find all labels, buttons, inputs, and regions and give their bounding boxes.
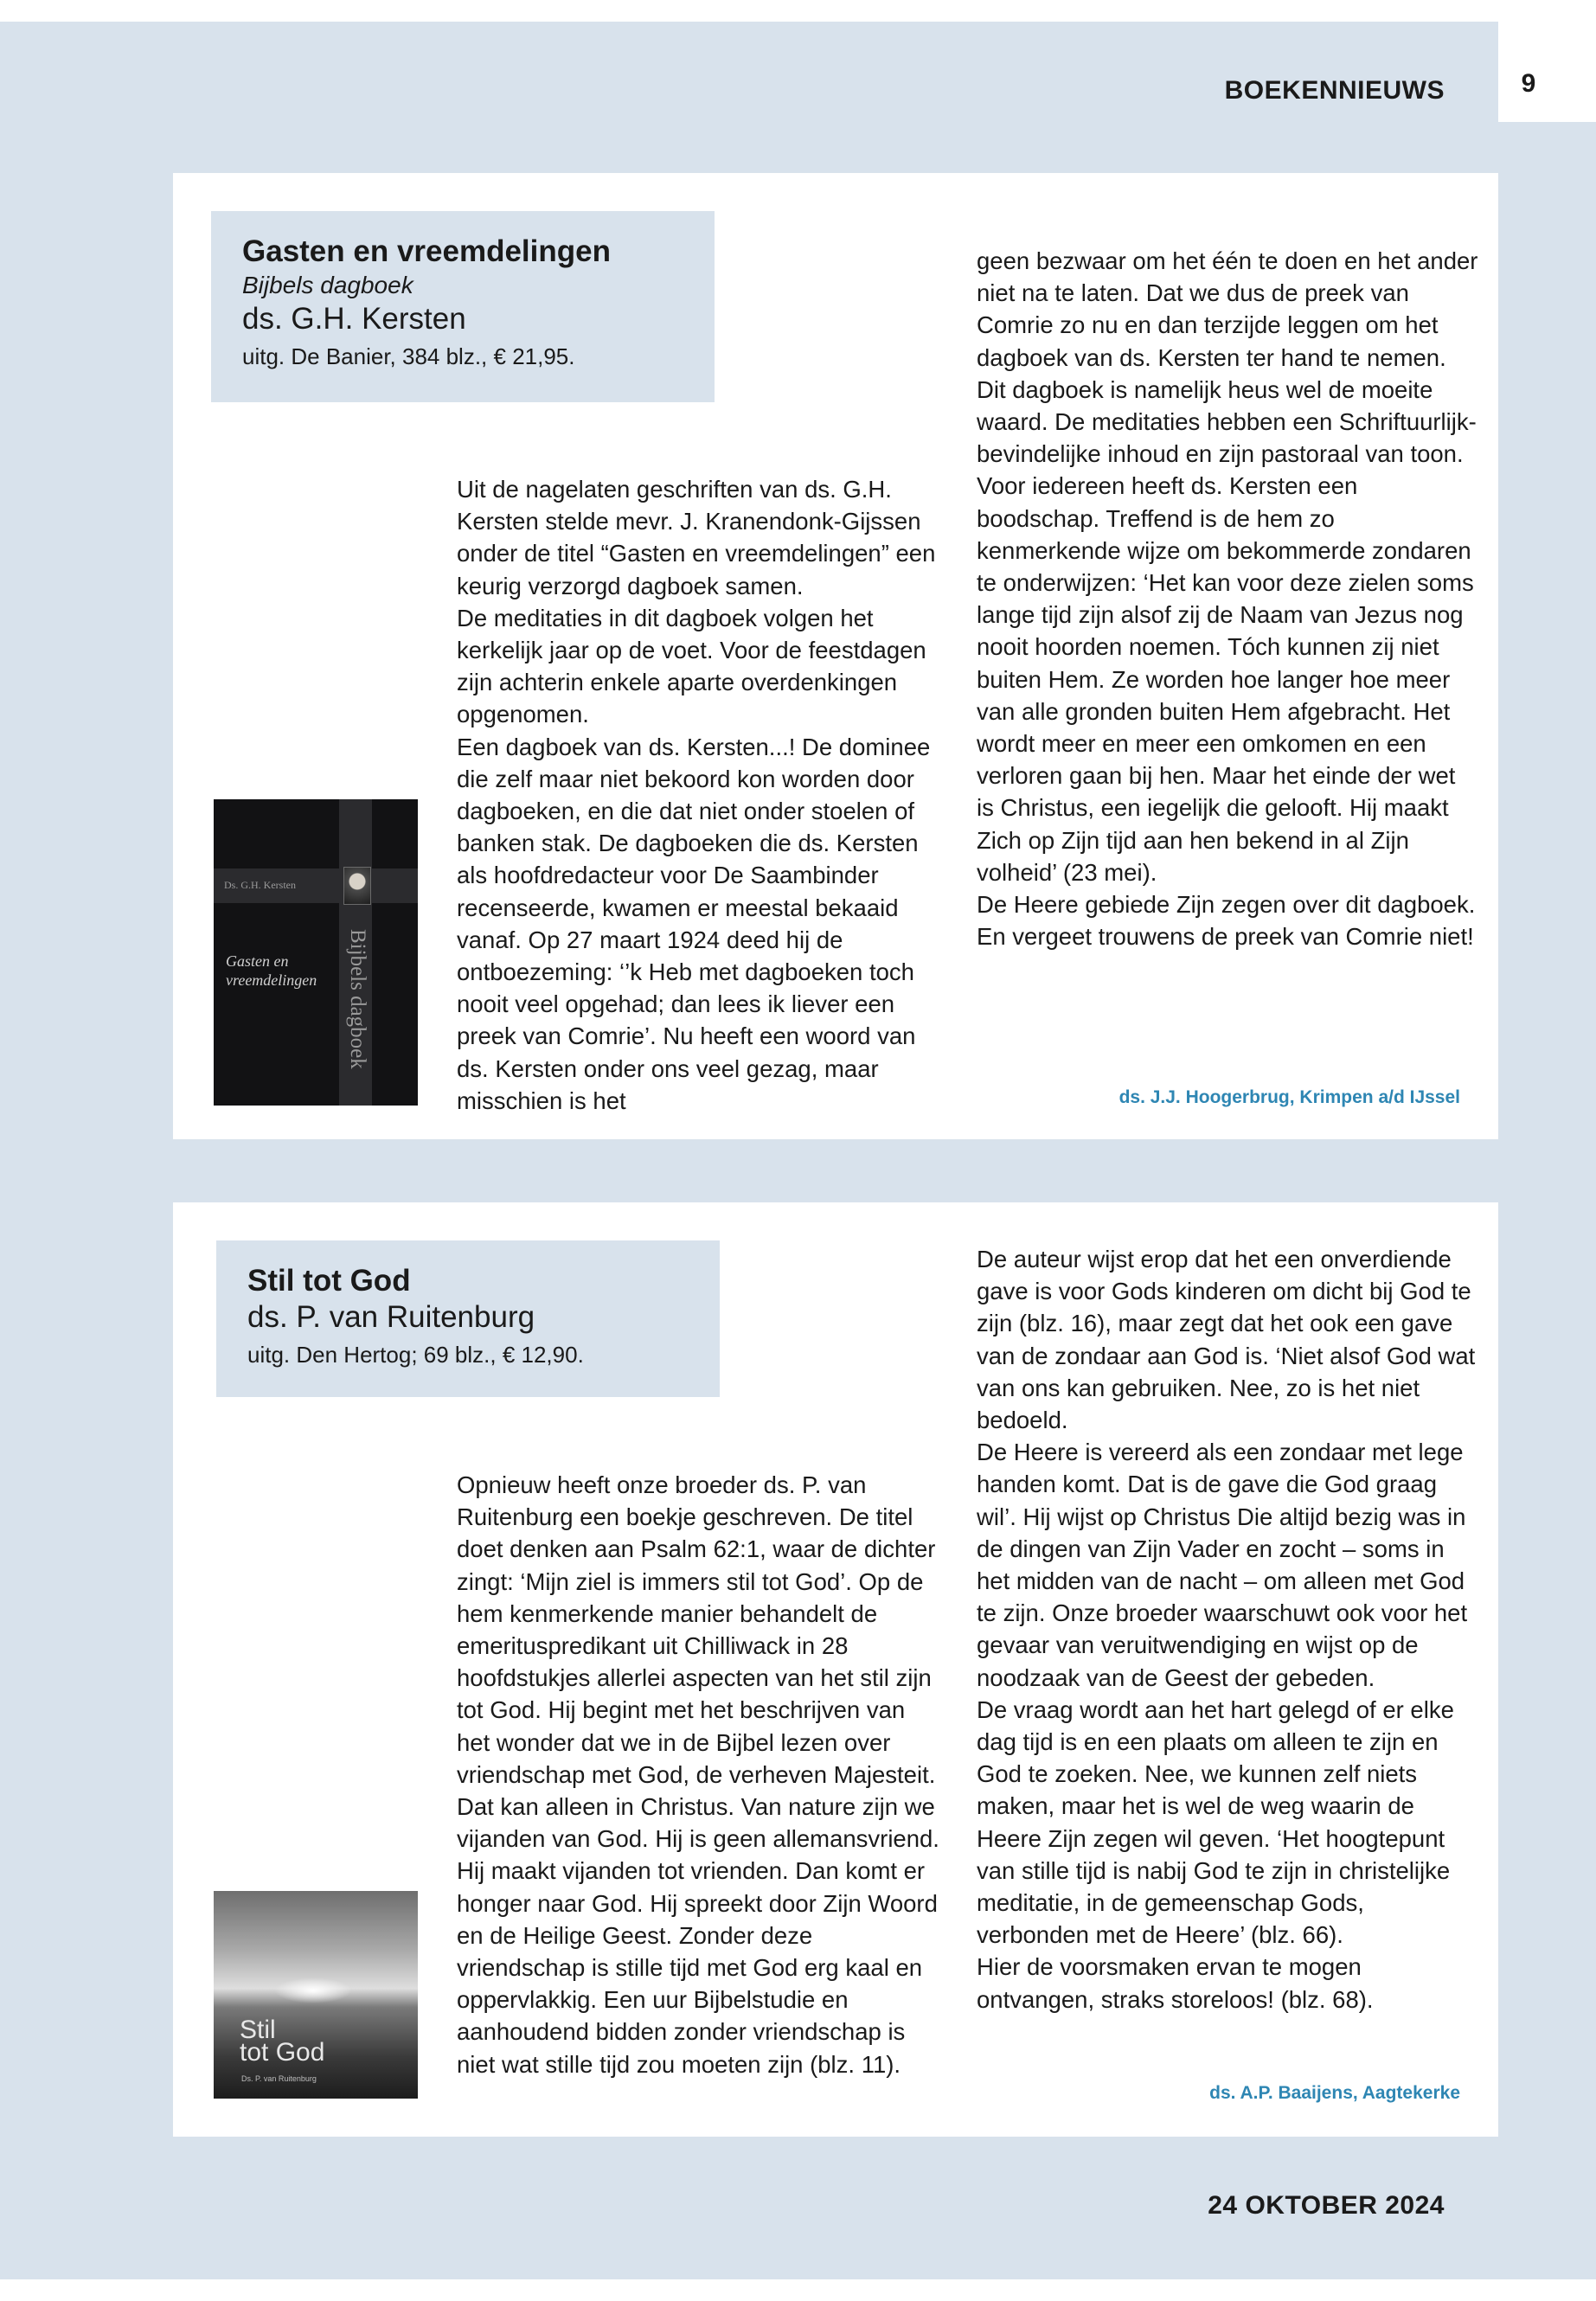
book-title: Gasten en vreemdelingen <box>242 234 611 268</box>
review-text-right-column <box>977 245 1478 952</box>
paragraph: De Heere gebiede Zijn zegen over dit dagboek. En vergeet trouwens de preek van Comrie niet! <box>977 891 1476 951</box>
review-text-left-column <box>457 1469 941 2080</box>
reviewer-signature: ds. A.P. Baaijens, Aagtekerke <box>1209 2083 1460 2103</box>
cover-sun-glow <box>274 1977 352 2003</box>
cover-author: Ds. P. van Ruitenburg <box>241 2074 317 2083</box>
book-info-box <box>211 211 715 402</box>
book-publisher: uitg. Den Hertog; 69 blz., € 12,90. <box>247 1342 584 1368</box>
paragraph: De Heere is vereerd als een zondaar met lege handen komt. Dat is de gave die God graag wil’. Hij wijst op Christus Die altijd bezig was in de dingen van Zijn Vader en zocht – soms in het midden van de nacht – om alleen met God te zijn. Onze broeder waarschuwt ook voor het gevaar van veruitwendiging en wijst op de noodzaak van de Geest der gebeden. <box>977 1439 1468 1691</box>
cover-title <box>226 952 321 990</box>
cover-title <box>240 2016 325 2067</box>
paragraph: Opnieuw heeft onze broeder ds. P. van Ruitenburg een boekje geschreven. De titel doet denken aan Psalm 62:1, waar de dichter zingt: ‘Mijn ziel is immers stil tot God’. Op de hem kenmerkende manier behandelt de emerituspredikant uit Chilliwack in 28 hoofdstukjes allerlei aspecten van het stil zijn tot God. Hij begint met het beschrijven van het wonder dat we in de Bijbel lezen over vriendschap met God, de verheven Majesteit. Dat kan alleen in Christus. Van nature zijn we vijanden van God. Hij is geen allemansvriend. Hij maakt vijanden tot vrienden. Dan komt er honger naar God. Hij spreekt door Zijn Woord en de Heilige Geest. Zonder deze vriendschap is stille tijd met God erg kaal en oppervlakkig. Een uur Bijbelstudie en aanhoudend bidden zonder vriendschap is niet wat stille tijd zou moeten zijn (blz. 11). <box>457 1471 939 2078</box>
book-cover-image <box>214 799 418 1106</box>
paragraph: Een dagboek van ds. Kersten...! De dominee die zelf maar niet bekoord kon worden door dagboeken, en die dat niet onder stoelen of banken stak. De dagboeken die ds. Kersten als hoofdredacteur voor De Saambinder recenseerde, kwamen er meestal bekaaid vanaf. Op 27 maart 1924 deed hij de ontboezeming: ‘’k Heb met dagboeken toch nooit veel opgehad; dan lees ik liever een preek van Comrie’. Nu heeft een woord van ds. Kersten onder ons veel gezag, maar misschien is het <box>457 733 931 1114</box>
book-author: ds. G.H. Kersten <box>242 302 466 336</box>
cover-portrait <box>343 867 371 905</box>
cover-title-line-2: vreemdelingen <box>226 971 317 989</box>
paragraph: Uit de nagelaten geschriften van ds. G.H. Kersten stelde mevr. J. Kranendonk-Gijssen onder de titel “Gasten en vreemdelingen” een keurig verzorgd dagboek samen. <box>457 476 936 599</box>
issue-date: 24 OKTOBER 2024 <box>1208 2191 1445 2220</box>
cover-title-line-2: tot God <box>240 2038 325 2067</box>
paragraph: De vraag wordt aan het hart gelegd of er elke dag tijd is en een plaats om alleen te zijn en God te zoeken. Nee, we kunnen zelf niets maken, maar het is wel de weg waarin de Heere Zijn zegen wil geven. ‘Het hoogtepunt van stille tijd is nabij God te zijn in christelijke meditatie, in de gemeenschap Gods, verbonden met de Heere’ (blz. 66). <box>977 1695 1454 1949</box>
cover-title-line-1: Stil <box>240 2016 276 2044</box>
page-number: 9 <box>1521 69 1536 98</box>
paragraph: De auteur wijst erop dat het een onverdiende gave is voor Gods kinderen om dicht bij God te zijn (blz. 16), maar zegt dat het ook een gave van de zondaar aan God is. ‘Niet alsof God wat van ons kan gebruiken. Nee, zo is het niet bedoeld. <box>977 1246 1476 1434</box>
cover-title-line-1: Gasten en <box>226 952 289 970</box>
paragraph: Hier de voorsmaken ervan te mogen ontvangen, straks storeloos! (blz. 68). <box>977 1953 1374 2013</box>
review-text-left-column <box>457 473 941 1117</box>
section-label: BOEKENNIEUWS <box>1224 76 1445 105</box>
cover-subtitle: Bijbels dagboek <box>346 929 369 1069</box>
review-card-stil-tot-god <box>173 1202 1498 2137</box>
book-author: ds. P. van Ruitenburg <box>247 1300 535 1334</box>
book-info-box <box>216 1240 720 1397</box>
cover-author: Ds. G.H. Kersten <box>224 879 296 891</box>
paragraph: De meditaties in dit dagboek volgen het kerkelijk jaar op de voet. Voor de feestdagen zijn achterin enkele aparte overdenkingen opgenomen. <box>457 604 926 728</box>
book-cover-image <box>214 1891 418 2099</box>
book-title: Stil tot God <box>247 1264 411 1298</box>
review-card-gasten-en-vreemdelingen <box>173 173 1498 1139</box>
book-publisher: uitg. De Banier, 384 blz., € 21,95. <box>242 343 575 369</box>
book-subtitle: Bijbels dagboek <box>242 272 413 298</box>
review-text-right-column <box>977 1243 1478 2016</box>
paragraph: geen bezwaar om het één te doen en het ander niet na te laten. Dat we dus de preek van Comrie zo nu en dan terzijde leggen om het dagboek van ds. Kersten ter hand te nemen. <box>977 247 1478 371</box>
paragraph: Dit dagboek is namelijk heus wel de moeite waard. De meditaties hebben een Schriftuurlijk-bevindelijke inhoud en zijn pastoraal van toon. Voor iedereen heeft ds. Kersten een boodschap. Treffend is de hem zo kenmerkende wijze om bekommerde zondaren te onderwijzen: ‘Het kan voor deze zielen soms lange tijd zijn alsof zij de Naam van Jezus nog nooit hoorden noemen. Tóch kunnen zij niet buiten Hem. Ze worden hoe langer hoe meer van alle gronden buiten Hem afgebracht. Het wordt meer en meer een omkomen en een verloren gaan bij hen. Maar het einde der wet is Christus, een iegelijk die gelooft. Hij maakt Zich op Zijn tijd aan hen bekend in al Zijn volheid’ (23 mei). <box>977 375 1477 886</box>
reviewer-signature: ds. J.J. Hoogerbrug, Krimpen a/d IJssel <box>1118 1087 1460 1107</box>
